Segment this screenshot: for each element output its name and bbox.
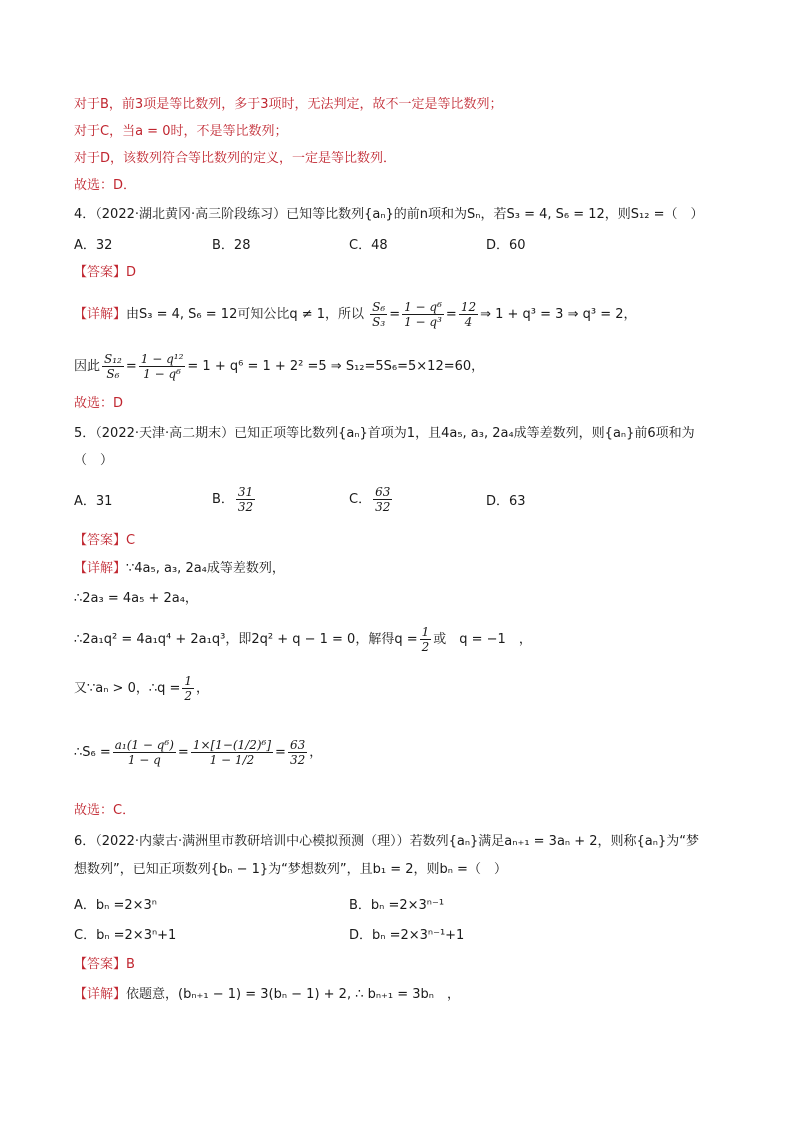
q4-option-b: B．28 <box>212 238 251 253</box>
detail-tail: 或 q = −1 ， <box>433 632 532 647</box>
question-5-stem: 5．（2022·天津·高二期末）已知正项等比数列{aₙ}首项为1，且4a₅, a₃, 2a₄成等差数列，则{aₙ}前6项和为 <box>74 426 695 441</box>
detail-text: ∴2a₁q² = 4a₁q⁴ + 2a₁q³，即2q² + q − 1 = 0，解得q = <box>74 632 418 647</box>
detail-text: ∵4a₅, a₃, 2a₄成等差数列， <box>126 561 285 576</box>
detail-tail: ⇒ 1 + q³ = 3 ⇒ q³ = 2， <box>480 307 637 322</box>
fraction <box>182 674 194 703</box>
equals: = <box>275 745 286 760</box>
q4-option-a: A．32 <box>74 238 113 253</box>
q6-option-b: B．bₙ =2×3ⁿ⁻¹ <box>349 898 445 913</box>
q5-detail-3 <box>74 625 532 654</box>
denominator: 32 <box>375 500 391 514</box>
detail-prefix: 因此 <box>74 359 101 374</box>
text-line: 对于D，该数列符合等比数列的定义，一定是等比数列． <box>74 151 397 166</box>
q6-answer: 【答案】B <box>74 957 135 972</box>
fraction <box>139 352 186 381</box>
q5-option-b <box>212 485 257 514</box>
denominator: S₃ <box>372 315 386 329</box>
detail-text: 又∵aₙ > 0，∴q = <box>74 681 181 696</box>
equals: = <box>177 745 189 760</box>
question-5-stem-cont: （ ） <box>74 453 114 468</box>
question-6-stem-cont: 想数列”，已知正项数列{bₙ − 1}为“梦想数列”，且b₁ = 2，则bₙ =（ ） <box>74 862 507 877</box>
q5-option-d: D．63 <box>486 494 526 509</box>
detail-label: 【详解】 <box>74 561 127 576</box>
q4-option-d: D．60 <box>486 238 526 253</box>
q5-option-c <box>349 485 394 514</box>
detail-tail: ， <box>196 681 210 696</box>
fraction <box>113 738 176 767</box>
q6-option-d: D．bₙ =2×3ⁿ⁻¹+1 <box>349 928 465 943</box>
q5-detail-4 <box>74 674 209 703</box>
fraction <box>420 625 432 654</box>
fraction <box>288 738 307 767</box>
q5-answer: 【答案】C <box>74 533 136 548</box>
fraction <box>102 352 124 381</box>
q6-option-a: A．bₙ =2×3ⁿ <box>74 898 157 913</box>
q4-choose: 故选：D <box>74 396 124 411</box>
numerator: a₁(1 − q⁶) <box>114 738 174 752</box>
q4-option-c: C．48 <box>349 238 388 253</box>
q5-detail-2: ∴2a₃ = 4a₅ + 2a₄， <box>74 591 198 606</box>
denominator: 32 <box>289 753 306 767</box>
denominator: 4 <box>464 315 473 329</box>
option-label: B． <box>212 492 234 507</box>
fraction <box>459 300 478 329</box>
numerator: 12 <box>460 300 477 314</box>
numerator: 1 − q¹² <box>140 352 184 366</box>
q6-option-c: C．bₙ =2×3ⁿ+1 <box>74 928 177 943</box>
fraction <box>402 300 444 329</box>
denominator: 1 − 1/2 <box>209 753 255 767</box>
q4-detail-2 <box>74 352 484 381</box>
numerator: 1 <box>184 674 193 688</box>
detail-label: 【详解】 <box>74 307 127 322</box>
denominator: 2 <box>421 640 430 654</box>
fraction <box>236 485 255 514</box>
option-label: C． <box>349 492 372 507</box>
q5-option-a: A．31 <box>74 494 113 509</box>
denominator: 2 <box>184 689 193 703</box>
numerator: 1 <box>421 625 430 639</box>
question-4-stem: 4．（2022·湖北黄冈·高三阶段练习）已知等比数列{aₙ}的前n项和为Sₙ，若S₃ = 4, S₆ = 12，则S₁₂ =（ ） <box>74 207 704 222</box>
denominator: 1 − q <box>127 753 161 767</box>
q5-choose: 故选：C． <box>74 803 136 818</box>
denominator: 1 − q⁶ <box>143 367 181 381</box>
detail-tail: = 1 + q⁶ = 1 + 2² =5 ⇒ S₁₂=5S₆=5×12=60， <box>187 359 485 374</box>
equals: = <box>125 359 137 374</box>
numerator: 63 <box>289 738 306 752</box>
q4-detail-1 <box>74 300 637 329</box>
fraction <box>370 300 387 329</box>
numerator: 63 <box>375 485 391 499</box>
q5-detail-5 <box>74 738 322 767</box>
detail-tail: ， <box>309 745 323 760</box>
text-line: 故选：D． <box>74 178 137 193</box>
detail-text: 依题意，(bₙ₊₁ − 1) = 3(bₙ − 1) + 2, ∴ bₙ₊₁ = 3bₙ ， <box>126 987 460 1002</box>
detail-prefix: ∴S₆ = <box>74 745 111 760</box>
fraction <box>373 485 392 514</box>
q6-detail-1 <box>74 986 460 1004</box>
equals: = <box>445 307 457 322</box>
text-line: 对于B，前3项是等比数列，多于3项时，无法判定，故不一定是等比数列； <box>74 97 503 112</box>
numerator: 1 − q⁶ <box>404 300 442 314</box>
denominator: S₆ <box>106 367 120 381</box>
question-6-stem: 6．（2022·内蒙古·满洲里市教研培训中心模拟预测（理））若数列{aₙ}满足aₙ₊₁ = 3aₙ + 2，则称{aₙ}为“梦 <box>74 834 699 849</box>
numerator: 1×[1−(1/2)⁶] <box>192 738 272 752</box>
numerator: S₁₂ <box>104 352 122 366</box>
numerator: 31 <box>237 485 254 499</box>
detail-text: 由S₃ = 4, S₆ = 12可知公比q ≠ 1，所以 <box>126 307 365 322</box>
fraction <box>191 738 273 767</box>
q4-answer: 【答案】D <box>74 265 137 280</box>
numerator: S₆ <box>372 300 386 314</box>
denominator: 32 <box>237 500 254 514</box>
equals: = <box>389 307 401 322</box>
detail-label: 【详解】 <box>74 987 127 1002</box>
q5-detail-1 <box>74 560 285 578</box>
denominator: 1 − q³ <box>404 315 442 329</box>
text-line: 对于C，当a = 0时，不是等比数列； <box>74 124 288 139</box>
